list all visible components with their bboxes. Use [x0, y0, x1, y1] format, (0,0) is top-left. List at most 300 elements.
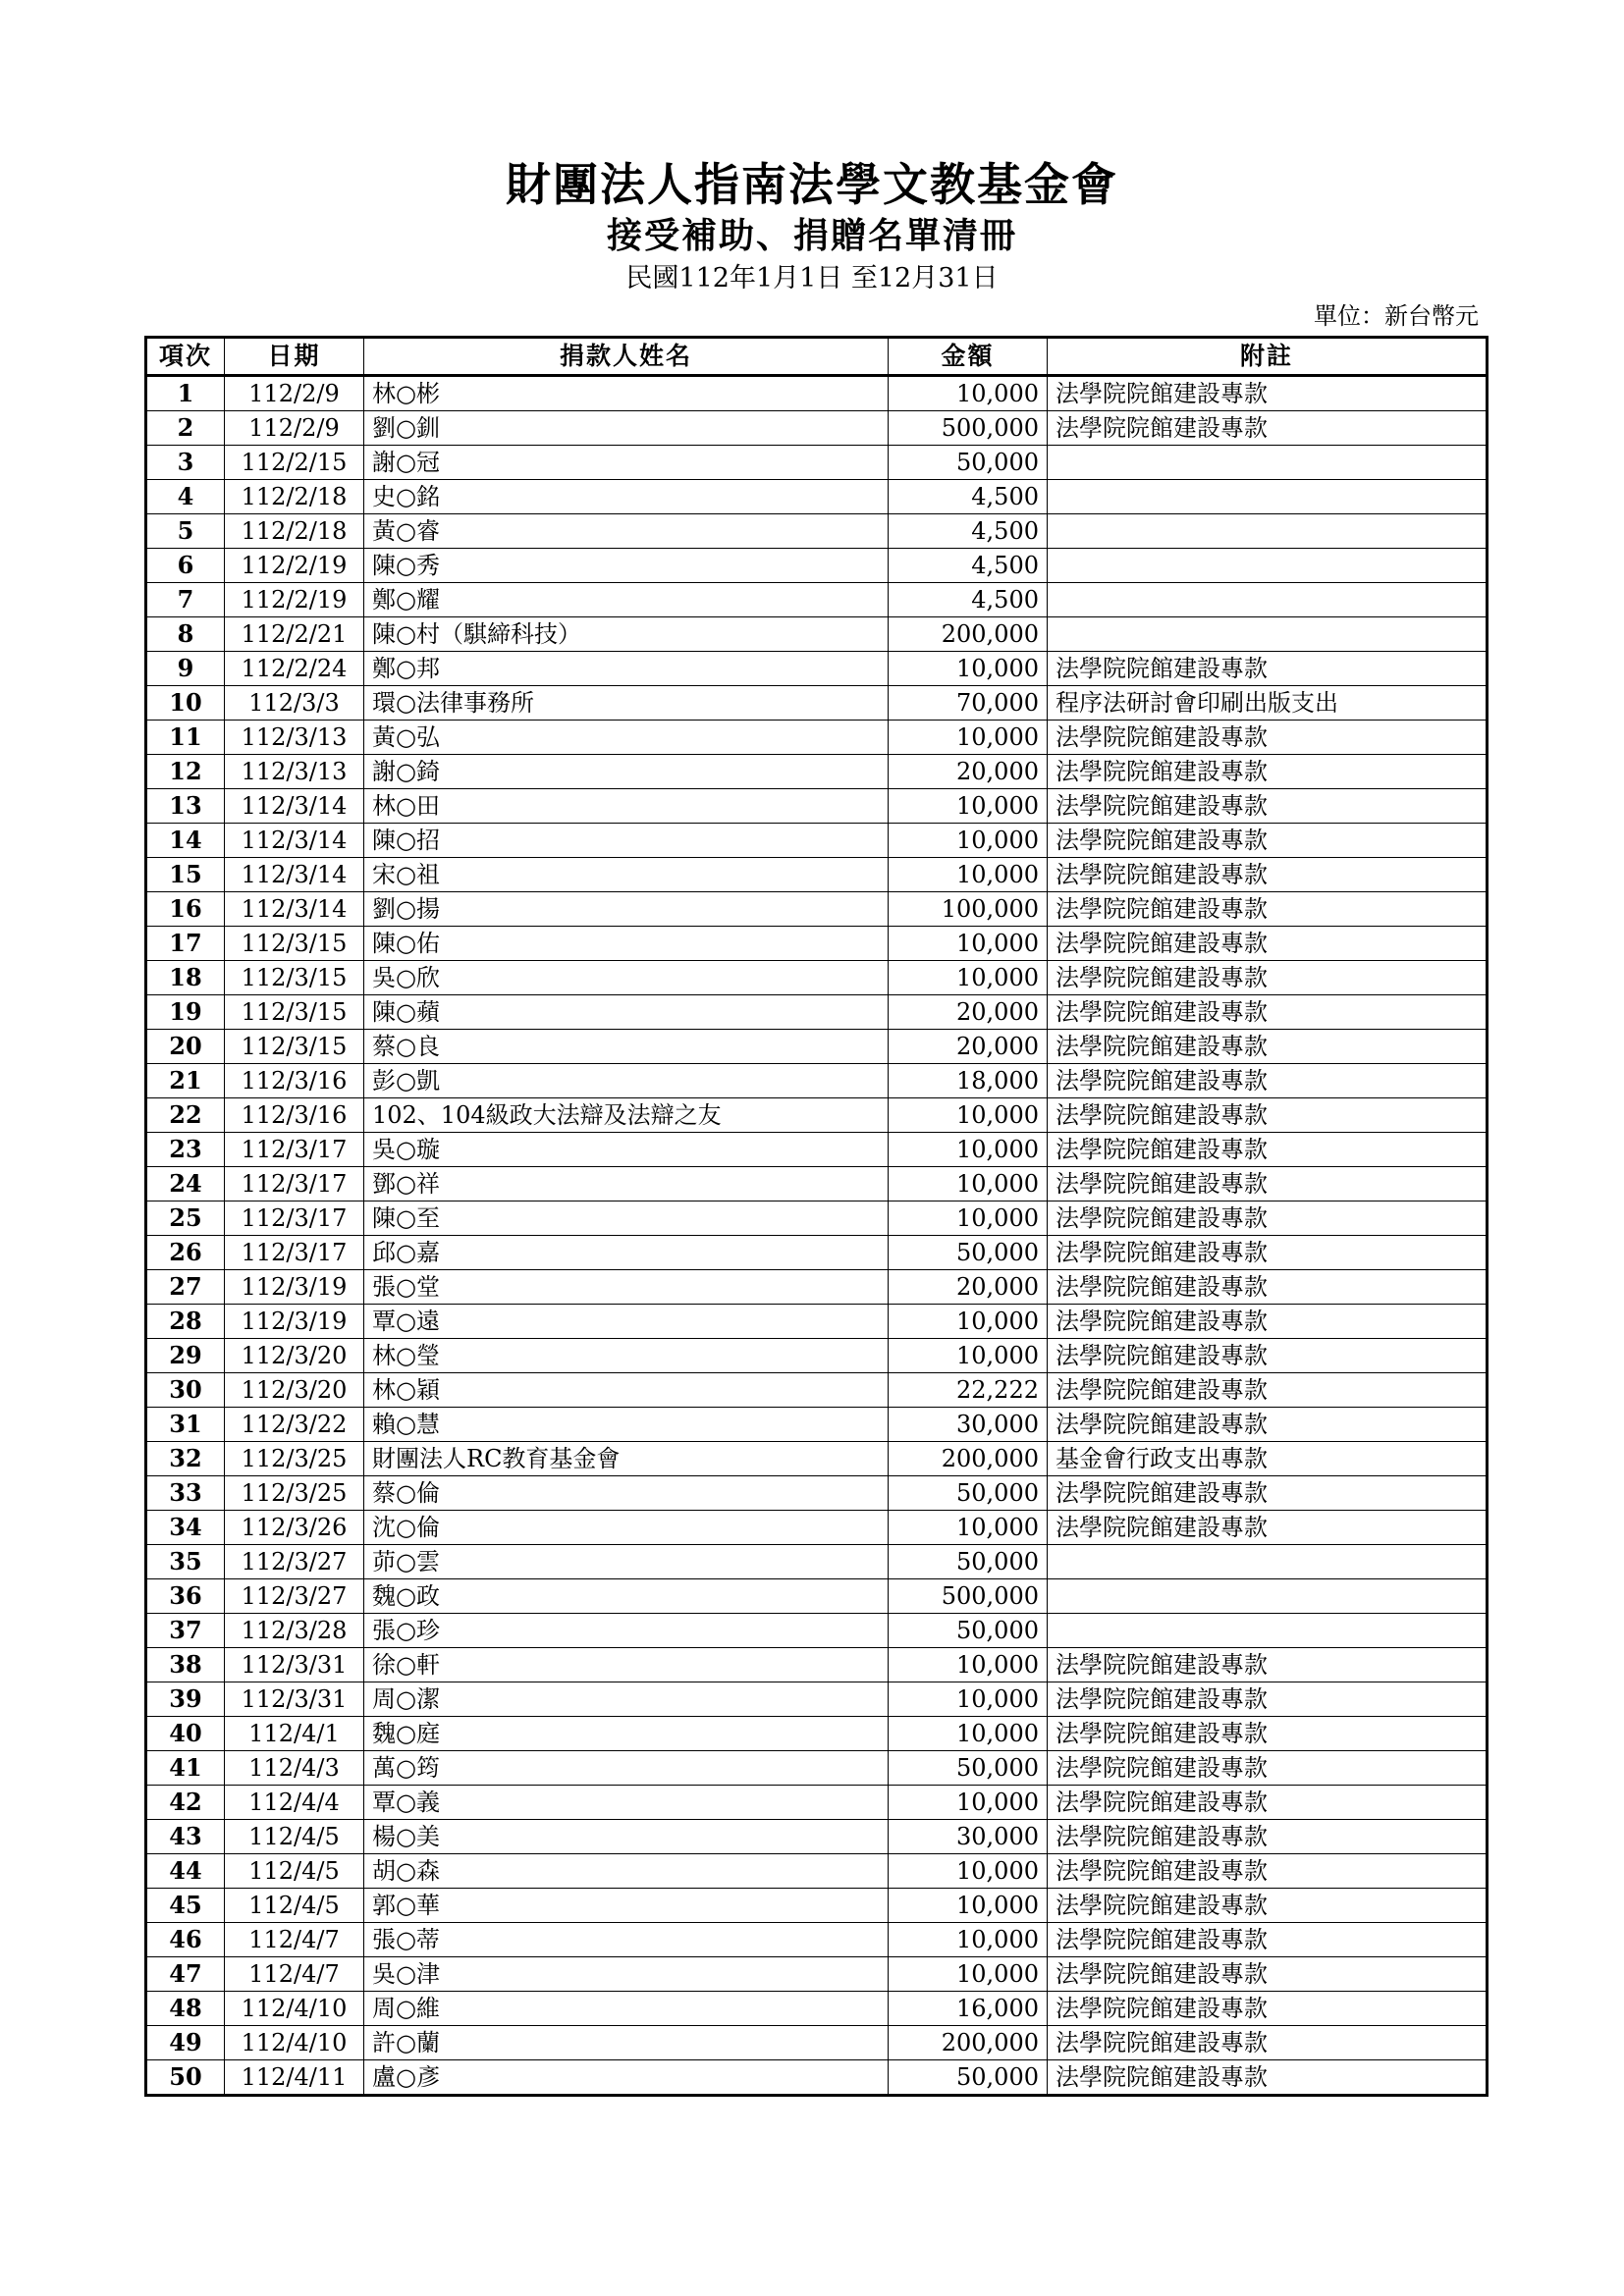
cell-date: 112/3/14 — [225, 824, 364, 858]
cell-item-no: 35 — [146, 1545, 225, 1579]
cell-item-no: 48 — [146, 1992, 225, 2026]
table-header — [146, 338, 1488, 376]
cell-note: 法學院院館建設專款 — [1048, 1476, 1488, 1511]
cell-date: 112/4/1 — [225, 1717, 364, 1751]
cell-item-no: 4 — [146, 480, 225, 514]
table-row — [146, 376, 1488, 411]
cell-note: 法學院院館建設專款 — [1048, 1511, 1488, 1545]
cell-amount: 4,500 — [889, 514, 1048, 549]
cell-date: 112/2/9 — [225, 376, 364, 411]
cell-date: 112/4/7 — [225, 1923, 364, 1957]
cell-item-no: 44 — [146, 1854, 225, 1889]
cell-note: 法學院院館建設專款 — [1048, 824, 1488, 858]
table-row — [146, 652, 1488, 686]
cell-donor-name: 宋○祖 — [364, 858, 889, 892]
cell-date: 112/3/14 — [225, 789, 364, 824]
cell-amount: 10,000 — [889, 1339, 1048, 1373]
cell-date: 112/3/28 — [225, 1614, 364, 1648]
cell-date: 112/3/27 — [225, 1545, 364, 1579]
table-row — [146, 514, 1488, 549]
table-row — [146, 1511, 1488, 1545]
cell-date: 112/3/19 — [225, 1305, 364, 1339]
table-row — [146, 583, 1488, 617]
table-row — [146, 1854, 1488, 1889]
cell-donor-name: 萬○筠 — [364, 1751, 889, 1786]
cell-note — [1048, 583, 1488, 617]
cell-amount: 10,000 — [889, 1717, 1048, 1751]
cell-item-no: 30 — [146, 1373, 225, 1408]
cell-donor-name: 林○瑩 — [364, 1339, 889, 1373]
cell-donor-name: 環○法律事務所 — [364, 686, 889, 721]
cell-amount: 10,000 — [889, 1682, 1048, 1717]
cell-item-no: 20 — [146, 1030, 225, 1064]
cell-note: 法學院院館建設專款 — [1048, 2060, 1488, 2096]
cell-amount: 10,000 — [889, 1167, 1048, 1201]
cell-amount: 50,000 — [889, 1614, 1048, 1648]
table-row — [146, 1682, 1488, 1717]
cell-date: 112/4/4 — [225, 1786, 364, 1820]
cell-amount: 10,000 — [889, 789, 1048, 824]
cell-amount: 4,500 — [889, 480, 1048, 514]
cell-date: 112/4/5 — [225, 1854, 364, 1889]
cell-date: 112/3/3 — [225, 686, 364, 721]
cell-date: 112/3/14 — [225, 892, 364, 927]
cell-donor-name: 賴○慧 — [364, 1408, 889, 1442]
cell-date: 112/2/24 — [225, 652, 364, 686]
cell-amount: 10,000 — [889, 376, 1048, 411]
cell-donor-name: 彭○凱 — [364, 1064, 889, 1098]
table-row — [146, 1820, 1488, 1854]
table-row — [146, 1545, 1488, 1579]
cell-donor-name: 陳○村（騏締科技） — [364, 617, 889, 652]
cell-note: 法學院院館建設專款 — [1048, 755, 1488, 789]
cell-note: 基金會行政支出專款 — [1048, 1442, 1488, 1476]
document-subtitle: 接受補助、捐贈名單清冊 — [606, 215, 1017, 256]
table-row — [146, 927, 1488, 961]
cell-donor-name: 盧○彥 — [364, 2060, 889, 2096]
cell-date: 112/4/11 — [225, 2060, 364, 2096]
cell-item-no: 28 — [146, 1305, 225, 1339]
table-row — [146, 2060, 1488, 2096]
cell-note: 法學院院館建設專款 — [1048, 376, 1488, 411]
cell-date: 112/3/14 — [225, 858, 364, 892]
cell-item-no: 9 — [146, 652, 225, 686]
cell-donor-name: 鄧○祥 — [364, 1167, 889, 1201]
document-title: 財團法人指南法學文教基金會 — [506, 158, 1118, 211]
cell-donor-name: 魏○庭 — [364, 1717, 889, 1751]
cell-amount: 10,000 — [889, 1923, 1048, 1957]
cell-donor-name: 沈○倫 — [364, 1511, 889, 1545]
cell-amount: 50,000 — [889, 2060, 1048, 2096]
cell-note — [1048, 446, 1488, 480]
cell-donor-name: 吳○津 — [364, 1957, 889, 1992]
cell-item-no: 39 — [146, 1682, 225, 1717]
cell-item-no: 47 — [146, 1957, 225, 1992]
cell-donor-name: 張○珍 — [364, 1614, 889, 1648]
table-row — [146, 1648, 1488, 1682]
cell-item-no: 10 — [146, 686, 225, 721]
cell-amount: 70,000 — [889, 686, 1048, 721]
cell-amount: 50,000 — [889, 1545, 1048, 1579]
cell-amount: 10,000 — [889, 1305, 1048, 1339]
cell-donor-name: 陳○蘋 — [364, 995, 889, 1030]
cell-donor-name: 陳○佑 — [364, 927, 889, 961]
cell-amount: 10,000 — [889, 927, 1048, 961]
cell-donor-name: 史○銘 — [364, 480, 889, 514]
table-row — [146, 1339, 1488, 1373]
cell-donor-name: 許○蘭 — [364, 2026, 889, 2060]
cell-donor-name: 陳○招 — [364, 824, 889, 858]
table-row — [146, 755, 1488, 789]
cell-date: 112/3/19 — [225, 1270, 364, 1305]
cell-item-no: 3 — [146, 446, 225, 480]
header-row — [146, 338, 1488, 376]
cell-donor-name: 徐○軒 — [364, 1648, 889, 1682]
cell-date: 112/2/18 — [225, 480, 364, 514]
table-row — [146, 446, 1488, 480]
cell-note: 法學院院館建設專款 — [1048, 858, 1488, 892]
cell-date: 112/3/17 — [225, 1236, 364, 1270]
table-row — [146, 411, 1488, 446]
cell-note: 法學院院館建設專款 — [1048, 411, 1488, 446]
cell-date: 112/3/31 — [225, 1648, 364, 1682]
table-row — [146, 858, 1488, 892]
cell-date: 112/3/13 — [225, 721, 364, 755]
cell-date: 112/3/17 — [225, 1201, 364, 1236]
cell-donor-name: 覃○遠 — [364, 1305, 889, 1339]
cell-date: 112/3/20 — [225, 1339, 364, 1373]
cell-item-no: 37 — [146, 1614, 225, 1648]
cell-donor-name: 胡○森 — [364, 1854, 889, 1889]
table-row — [146, 1786, 1488, 1820]
header-date: 日期 — [225, 338, 364, 376]
table-row — [146, 1270, 1488, 1305]
cell-date: 112/3/22 — [225, 1408, 364, 1442]
cell-note: 法學院院館建設專款 — [1048, 1992, 1488, 2026]
cell-amount: 50,000 — [889, 1236, 1048, 1270]
cell-date: 112/2/21 — [225, 617, 364, 652]
cell-item-no: 7 — [146, 583, 225, 617]
cell-amount: 200,000 — [889, 2026, 1048, 2060]
table-row — [146, 1442, 1488, 1476]
cell-item-no: 32 — [146, 1442, 225, 1476]
cell-item-no: 12 — [146, 755, 225, 789]
cell-amount: 20,000 — [889, 1030, 1048, 1064]
cell-date: 112/4/5 — [225, 1820, 364, 1854]
cell-note: 程序法研討會印刷出版支出 — [1048, 686, 1488, 721]
cell-note: 法學院院館建設專款 — [1048, 1339, 1488, 1373]
header-item-no: 項次 — [146, 338, 225, 376]
cell-amount: 10,000 — [889, 824, 1048, 858]
cell-amount: 10,000 — [889, 1648, 1048, 1682]
table-row — [146, 1167, 1488, 1201]
cell-date: 112/3/13 — [225, 755, 364, 789]
cell-donor-name: 周○維 — [364, 1992, 889, 2026]
cell-note — [1048, 480, 1488, 514]
cell-note: 法學院院館建設專款 — [1048, 1751, 1488, 1786]
cell-item-no: 22 — [146, 1098, 225, 1133]
cell-note: 法學院院館建設專款 — [1048, 1648, 1488, 1682]
cell-item-no: 33 — [146, 1476, 225, 1511]
cell-amount: 200,000 — [889, 1442, 1048, 1476]
cell-item-no: 8 — [146, 617, 225, 652]
cell-donor-name: 覃○義 — [364, 1786, 889, 1820]
table-row — [146, 721, 1488, 755]
cell-item-no: 17 — [146, 927, 225, 961]
table-row — [146, 1236, 1488, 1270]
table-row — [146, 1098, 1488, 1133]
table-body — [146, 376, 1488, 2096]
table-row — [146, 1408, 1488, 1442]
cell-note: 法學院院館建設專款 — [1048, 1786, 1488, 1820]
cell-item-no: 26 — [146, 1236, 225, 1270]
cell-item-no: 15 — [146, 858, 225, 892]
currency-unit: 單位：新台幣元 — [1314, 302, 1479, 330]
cell-amount: 10,000 — [889, 1201, 1048, 1236]
cell-item-no: 46 — [146, 1923, 225, 1957]
cell-date: 112/2/18 — [225, 514, 364, 549]
cell-date: 112/4/10 — [225, 1992, 364, 2026]
cell-amount: 30,000 — [889, 1820, 1048, 1854]
table-row — [146, 892, 1488, 927]
cell-note: 法學院院館建設專款 — [1048, 652, 1488, 686]
cell-note: 法學院院館建設專款 — [1048, 1923, 1488, 1957]
table-row — [146, 1992, 1488, 2026]
header-donor-name: 捐款人姓名 — [364, 338, 889, 376]
cell-amount: 10,000 — [889, 652, 1048, 686]
cell-note: 法學院院館建設專款 — [1048, 961, 1488, 995]
cell-item-no: 34 — [146, 1511, 225, 1545]
cell-donor-name: 吳○欣 — [364, 961, 889, 995]
cell-date: 112/3/17 — [225, 1167, 364, 1201]
table-row — [146, 1305, 1488, 1339]
cell-note: 法學院院館建設專款 — [1048, 1854, 1488, 1889]
table-row — [146, 789, 1488, 824]
cell-amount: 10,000 — [889, 1786, 1048, 1820]
table-row — [146, 1614, 1488, 1648]
cell-donor-name: 邱○嘉 — [364, 1236, 889, 1270]
cell-donor-name: 張○堂 — [364, 1270, 889, 1305]
cell-item-no: 36 — [146, 1579, 225, 1614]
table-row — [146, 824, 1488, 858]
table-row — [146, 995, 1488, 1030]
cell-item-no: 50 — [146, 2060, 225, 2096]
cell-item-no: 49 — [146, 2026, 225, 2060]
cell-item-no: 38 — [146, 1648, 225, 1682]
cell-item-no: 27 — [146, 1270, 225, 1305]
cell-item-no: 18 — [146, 961, 225, 995]
cell-item-no: 14 — [146, 824, 225, 858]
cell-amount: 10,000 — [889, 1957, 1048, 1992]
cell-donor-name: 茆○雲 — [364, 1545, 889, 1579]
cell-donor-name: 陳○至 — [364, 1201, 889, 1236]
header-amount: 金額 — [889, 338, 1048, 376]
cell-item-no: 45 — [146, 1889, 225, 1923]
cell-note: 法學院院館建設專款 — [1048, 927, 1488, 961]
cell-amount: 10,000 — [889, 961, 1048, 995]
cell-donor-name: 郭○華 — [364, 1889, 889, 1923]
table-row — [146, 961, 1488, 995]
cell-note: 法學院院館建設專款 — [1048, 2026, 1488, 2060]
cell-donor-name: 鄭○耀 — [364, 583, 889, 617]
cell-donor-name: 劉○揚 — [364, 892, 889, 927]
cell-amount: 500,000 — [889, 411, 1048, 446]
cell-donor-name: 林○穎 — [364, 1373, 889, 1408]
header-note: 附註 — [1048, 338, 1488, 376]
table-row — [146, 686, 1488, 721]
cell-item-no: 29 — [146, 1339, 225, 1373]
cell-date: 112/3/25 — [225, 1476, 364, 1511]
cell-date: 112/4/7 — [225, 1957, 364, 1992]
cell-donor-name: 黃○弘 — [364, 721, 889, 755]
table-row — [146, 1133, 1488, 1167]
cell-date: 112/3/31 — [225, 1682, 364, 1717]
table-row — [146, 617, 1488, 652]
cell-note: 法學院院館建設專款 — [1048, 1957, 1488, 1992]
cell-note — [1048, 1545, 1488, 1579]
cell-note — [1048, 549, 1488, 583]
cell-amount: 10,000 — [889, 1098, 1048, 1133]
cell-donor-name: 張○蒂 — [364, 1923, 889, 1957]
document-period: 民國112年1月1日 至12月31日 — [625, 263, 999, 294]
cell-donor-name: 謝○錡 — [364, 755, 889, 789]
cell-donor-name: 魏○政 — [364, 1579, 889, 1614]
donation-table — [144, 336, 1489, 2097]
table-row — [146, 1957, 1488, 1992]
cell-note: 法學院院館建設專款 — [1048, 1030, 1488, 1064]
cell-item-no: 1 — [146, 376, 225, 411]
cell-note — [1048, 1579, 1488, 1614]
cell-note: 法學院院館建設專款 — [1048, 1305, 1488, 1339]
cell-note: 法學院院館建設專款 — [1048, 1064, 1488, 1098]
cell-item-no: 13 — [146, 789, 225, 824]
cell-note: 法學院院館建設專款 — [1048, 892, 1488, 927]
cell-donor-name: 林○彬 — [364, 376, 889, 411]
cell-date: 112/3/15 — [225, 961, 364, 995]
cell-note — [1048, 1614, 1488, 1648]
cell-date: 112/2/19 — [225, 549, 364, 583]
cell-amount: 30,000 — [889, 1408, 1048, 1442]
cell-amount: 4,500 — [889, 549, 1048, 583]
cell-amount: 10,000 — [889, 721, 1048, 755]
cell-donor-name: 周○潔 — [364, 1682, 889, 1717]
cell-item-no: 24 — [146, 1167, 225, 1201]
cell-amount: 50,000 — [889, 1751, 1048, 1786]
cell-date: 112/3/16 — [225, 1064, 364, 1098]
table-row — [146, 1476, 1488, 1511]
cell-amount: 20,000 — [889, 755, 1048, 789]
cell-note: 法學院院館建設專款 — [1048, 1682, 1488, 1717]
cell-note: 法學院院館建設專款 — [1048, 1236, 1488, 1270]
table-row — [146, 480, 1488, 514]
cell-note: 法學院院館建設專款 — [1048, 1373, 1488, 1408]
cell-amount: 200,000 — [889, 617, 1048, 652]
table-row — [146, 1579, 1488, 1614]
cell-item-no: 19 — [146, 995, 225, 1030]
cell-note: 法學院院館建設專款 — [1048, 1820, 1488, 1854]
cell-item-no: 25 — [146, 1201, 225, 1236]
cell-date: 112/4/5 — [225, 1889, 364, 1923]
table-row — [146, 1373, 1488, 1408]
cell-item-no: 2 — [146, 411, 225, 446]
cell-note: 法學院院館建設專款 — [1048, 1201, 1488, 1236]
cell-date: 112/3/17 — [225, 1133, 364, 1167]
table-row — [146, 1751, 1488, 1786]
cell-amount: 18,000 — [889, 1064, 1048, 1098]
table-row — [146, 1889, 1488, 1923]
cell-donor-name: 鄭○邦 — [364, 652, 889, 686]
cell-note: 法學院院館建設專款 — [1048, 1408, 1488, 1442]
cell-donor-name: 蔡○倫 — [364, 1476, 889, 1511]
cell-amount: 4,500 — [889, 583, 1048, 617]
table-row — [146, 1201, 1488, 1236]
cell-date: 112/4/10 — [225, 2026, 364, 2060]
cell-date: 112/2/9 — [225, 411, 364, 446]
cell-date: 112/4/3 — [225, 1751, 364, 1786]
cell-date: 112/3/15 — [225, 995, 364, 1030]
cell-item-no: 41 — [146, 1751, 225, 1786]
cell-item-no: 42 — [146, 1786, 225, 1820]
cell-note: 法學院院館建設專款 — [1048, 1270, 1488, 1305]
cell-donor-name: 蔡○良 — [364, 1030, 889, 1064]
cell-item-no: 21 — [146, 1064, 225, 1098]
cell-amount: 10,000 — [889, 858, 1048, 892]
cell-amount: 10,000 — [889, 1133, 1048, 1167]
cell-item-no: 43 — [146, 1820, 225, 1854]
cell-note: 法學院院館建設專款 — [1048, 1098, 1488, 1133]
cell-date: 112/3/27 — [225, 1579, 364, 1614]
cell-donor-name: 林○田 — [364, 789, 889, 824]
table-row — [146, 1923, 1488, 1957]
cell-note: 法學院院館建設專款 — [1048, 721, 1488, 755]
cell-item-no: 5 — [146, 514, 225, 549]
cell-item-no: 23 — [146, 1133, 225, 1167]
cell-donor-name: 黃○睿 — [364, 514, 889, 549]
cell-date: 112/2/19 — [225, 583, 364, 617]
table-row — [146, 1717, 1488, 1751]
cell-amount: 50,000 — [889, 1476, 1048, 1511]
cell-donor-name: 陳○秀 — [364, 549, 889, 583]
cell-note: 法學院院館建設專款 — [1048, 1889, 1488, 1923]
cell-item-no: 31 — [146, 1408, 225, 1442]
cell-item-no: 40 — [146, 1717, 225, 1751]
cell-donor-name: 謝○冠 — [364, 446, 889, 480]
cell-note: 法學院院館建設專款 — [1048, 1717, 1488, 1751]
cell-note — [1048, 514, 1488, 549]
cell-amount: 500,000 — [889, 1579, 1048, 1614]
cell-donor-name: 劉○釧 — [364, 411, 889, 446]
cell-amount: 20,000 — [889, 995, 1048, 1030]
cell-date: 112/3/26 — [225, 1511, 364, 1545]
table-row — [146, 1030, 1488, 1064]
cell-donor-name: 楊○美 — [364, 1820, 889, 1854]
cell-note: 法學院院館建設專款 — [1048, 995, 1488, 1030]
cell-date: 112/3/25 — [225, 1442, 364, 1476]
cell-date: 112/2/15 — [225, 446, 364, 480]
cell-donor-name: 吳○璇 — [364, 1133, 889, 1167]
cell-amount: 20,000 — [889, 1270, 1048, 1305]
cell-date: 112/3/16 — [225, 1098, 364, 1133]
cell-item-no: 16 — [146, 892, 225, 927]
cell-note: 法學院院館建設專款 — [1048, 1133, 1488, 1167]
cell-amount: 50,000 — [889, 446, 1048, 480]
cell-date: 112/3/15 — [225, 927, 364, 961]
cell-note: 法學院院館建設專款 — [1048, 789, 1488, 824]
cell-amount: 10,000 — [889, 1854, 1048, 1889]
cell-note — [1048, 617, 1488, 652]
cell-note: 法學院院館建設專款 — [1048, 1167, 1488, 1201]
cell-date: 112/3/15 — [225, 1030, 364, 1064]
